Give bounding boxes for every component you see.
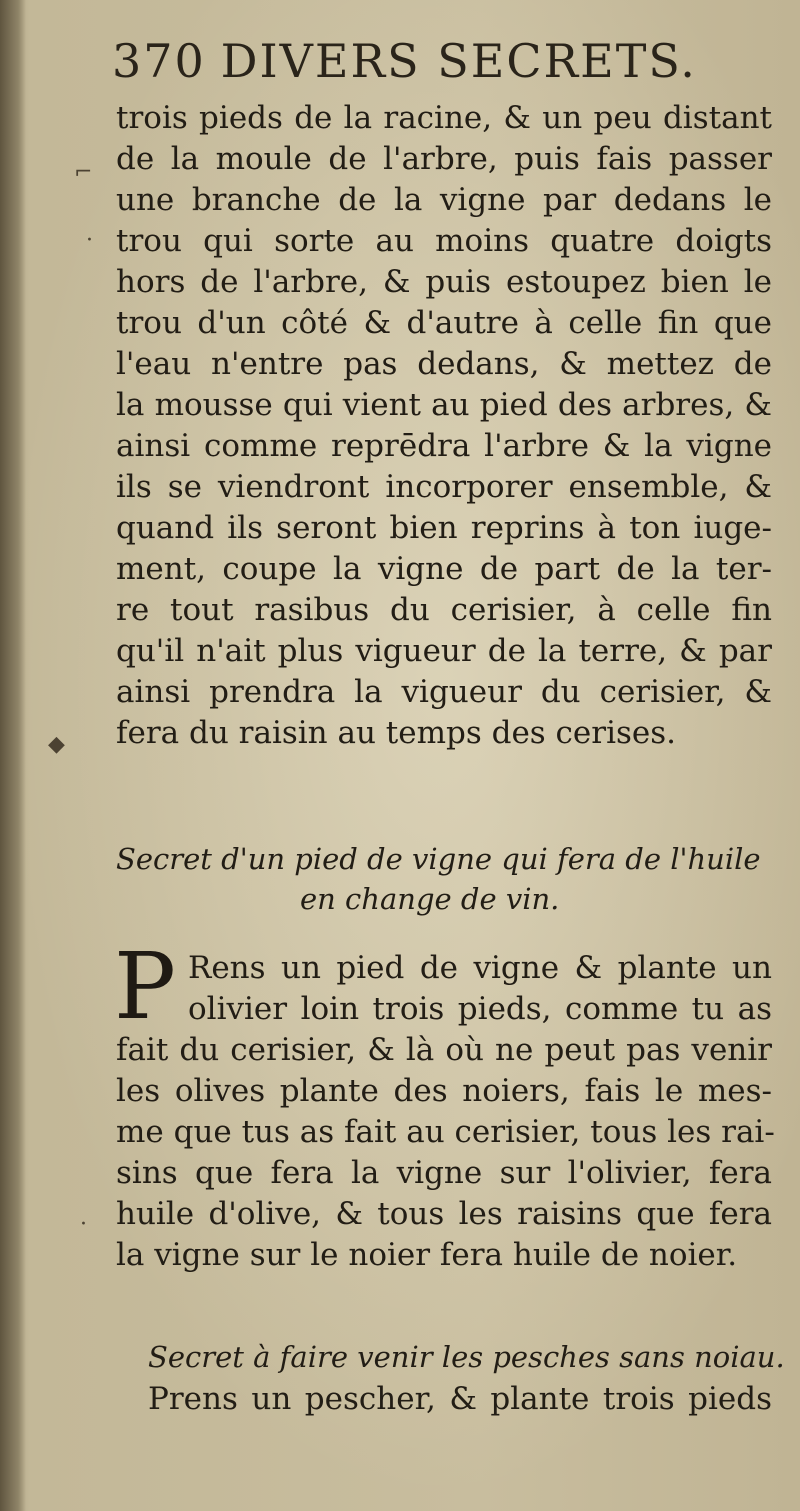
text-line: ment, coupe la vigne de part de la ter- — [116, 551, 772, 587]
margin-mark: · — [86, 228, 93, 253]
text-line: l'eau n'entre pas dedans, & mettez de — [116, 346, 772, 382]
text-line: hors de l'arbre, & puis estoupez bien le — [116, 264, 772, 300]
text-line: trou d'un côté & d'autre à celle fin que — [116, 305, 772, 341]
margin-mark: ◆ — [48, 732, 65, 757]
text-line: trou qui sorte au moins quatre doigts — [116, 223, 772, 259]
page-header — [112, 34, 697, 90]
text-line: sins que fera la vigne sur l'olivier, fera — [116, 1155, 772, 1191]
page-gutter — [0, 0, 26, 1511]
text-line: une branche de la vigne par dedans le — [116, 182, 772, 218]
text-line: les olives plante des noiers, fais le mes- — [116, 1073, 772, 1109]
text-line: la mousse qui vient au pied des arbres, & — [116, 387, 772, 423]
text-line: la vigne sur le noier fera huile de noier. — [116, 1237, 738, 1273]
section-heading: Secret d'un pied de vigne qui fera de l'huile — [116, 842, 761, 876]
text-line: re tout rasibus du cerisier, à celle fin — [116, 592, 772, 628]
text-line: ils se viendront incorporer ensemble, & — [116, 469, 772, 505]
text-line: olivier loin trois pieds, comme tu as — [188, 991, 772, 1027]
text-line: qu'il n'ait plus vigueur de la terre, & par — [116, 633, 772, 669]
text-line: fait du cerisier, & là où ne peut pas venir — [116, 1032, 772, 1068]
section-heading-continuation: en change de vin. — [300, 882, 560, 916]
margin-mark: ⌐ — [74, 160, 93, 185]
text-line: de la moule de l'arbre, puis fais passer — [116, 141, 772, 177]
text-line: trois pieds de la racine, & un peu distant — [116, 100, 772, 136]
text-line: Rens un pied de vigne & plante un — [188, 950, 772, 986]
text-line: me que tus as fait au cerisier, tous les rai- — [116, 1114, 775, 1150]
text-line: fera du raisin au temps des cerises. — [116, 715, 677, 751]
text-line: huile d'olive, & tous les raisins que fera — [116, 1196, 772, 1232]
text-line: ainsi prendra la vigueur du cerisier, & — [116, 674, 772, 710]
text-line: quand ils seront bien reprins à ton iuge- — [116, 510, 772, 546]
text-line: ainsi comme reprēdra l'arbre & la vigne — [116, 428, 772, 464]
page-number: 370 — [112, 34, 206, 88]
section-heading: Secret à faire venir les pesches sans noiau. — [148, 1340, 785, 1374]
running-title: DIVERS SECRETS. — [220, 34, 697, 88]
margin-mark: · — [80, 1212, 87, 1237]
drop-cap: P — [114, 933, 176, 1040]
text-line: Prens un pescher, & plante trois pieds — [148, 1381, 772, 1417]
